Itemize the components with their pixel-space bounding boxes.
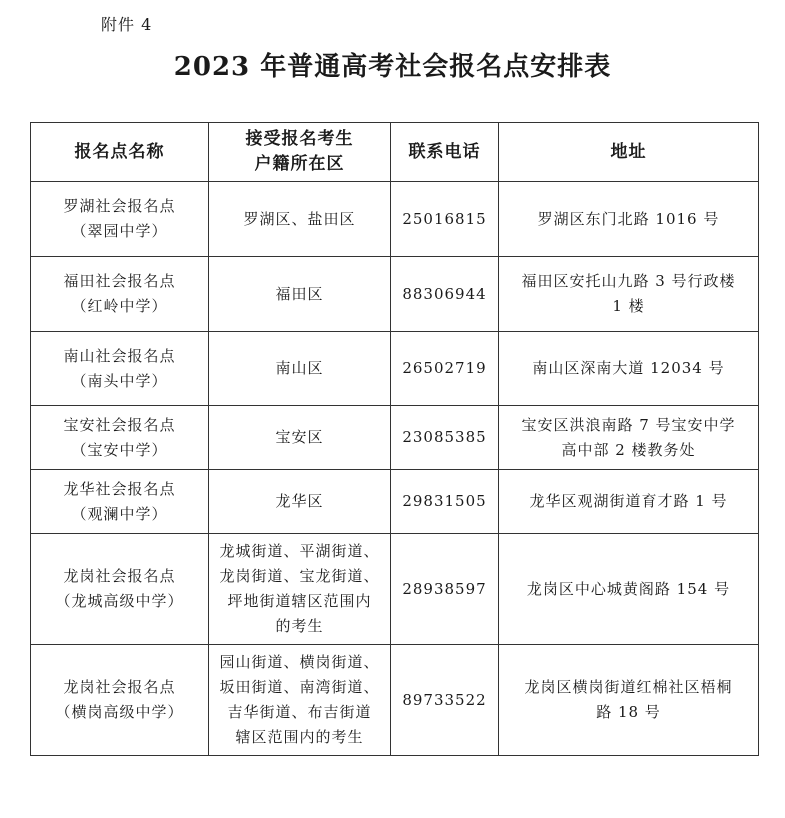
cell-line: 龙华区观湖街道育才路 1 号 (529, 492, 728, 510)
cell-line: 吉华街道、布吉街道 (227, 703, 372, 721)
table-row (31, 332, 759, 406)
header-line: 户籍所在区 (254, 154, 345, 174)
cell-line: 福田区 (275, 284, 324, 303)
cell-name (31, 182, 209, 257)
cell-line: （观澜中学） (71, 504, 168, 523)
header-line: 接受报名考生 (245, 129, 354, 149)
cell-line: 路 18 号 (596, 703, 661, 721)
cell-address (499, 257, 759, 332)
cell-line: 龙华社会报名点 (63, 479, 176, 498)
cell-phone: 29831505 (391, 470, 499, 534)
cell-name (31, 332, 209, 406)
cell-phone: 89733522 (391, 645, 499, 756)
cell-line: 罗湖区、盐田区 (243, 209, 356, 228)
cell-line: 宝安区 (275, 428, 324, 446)
cell-line: 龙岗社会报名点 (63, 567, 176, 585)
cell-line: 的考生 (275, 617, 324, 635)
cell-line: 罗湖区东门北路 1016 号 (537, 209, 720, 228)
header-line: 报名点名称 (74, 141, 165, 162)
header-cell-districts (209, 123, 391, 182)
cell-address (499, 534, 759, 645)
cell-line: 龙岗社会报名点 (63, 678, 176, 696)
cell-address (499, 332, 759, 406)
cell-line: （南头中学） (71, 371, 168, 390)
cell-line: （横岗高级中学） (55, 703, 184, 721)
cell-line: （翠园中学） (71, 222, 168, 240)
cell-line: 罗湖社会报名点 (63, 197, 176, 215)
cell-line: 龙城街道、平湖街道、 (219, 542, 380, 560)
table-row (31, 182, 759, 257)
header-cell-address (499, 123, 759, 182)
table-row (31, 470, 759, 534)
cell-name (31, 470, 209, 534)
table-row (31, 645, 759, 756)
cell-line: 坂田街道、南湾街道、 (219, 678, 380, 696)
attachment-label: 附件 4 (101, 15, 153, 34)
cell-phone: 25016815 (391, 182, 499, 257)
cell-line: 龙岗街道、宝龙街道、 (219, 567, 380, 585)
cell-line: 高中部 2 楼教务处 (561, 440, 696, 459)
cell-address (499, 645, 759, 756)
cell-phone: 23085385 (391, 406, 499, 470)
cell-districts (209, 406, 391, 470)
cell-districts (209, 470, 391, 534)
cell-line: 宝安区洪浪南路 7 号宝安中学 (521, 415, 736, 434)
cell-line: 园山街道、横岗街道、 (219, 653, 380, 671)
cell-line: 福田区安托山九路 3 号行政楼 (521, 272, 736, 290)
cell-phone: 28938597 (391, 534, 499, 645)
cell-phone: 88306944 (391, 257, 499, 332)
cell-districts (209, 332, 391, 406)
cell-name (31, 257, 209, 332)
cell-line: 辖区范围内的考生 (235, 728, 364, 746)
cell-districts (209, 645, 391, 756)
cell-line: 南山区 (275, 359, 324, 377)
cell-name (31, 645, 209, 756)
cell-line: 南山区深南大道 12034 号 (532, 359, 725, 377)
cell-line: （龙城高级中学） (55, 592, 184, 610)
table-row (31, 406, 759, 470)
cell-line: 龙岗区中心城黄阁路 154 号 (526, 579, 731, 598)
cell-line: 龙华区 (275, 492, 324, 510)
cell-address (499, 182, 759, 257)
header-line: 地址 (610, 141, 647, 162)
cell-line: （红岭中学） (71, 297, 168, 315)
cell-line: 龙岗区横岗街道红棉社区梧桐 (524, 678, 733, 696)
cell-name (31, 406, 209, 470)
header-cell-name (31, 123, 209, 182)
cell-districts (209, 182, 391, 257)
cell-address (499, 406, 759, 470)
cell-line: 坪地街道辖区范围内 (227, 592, 372, 610)
cell-districts (209, 257, 391, 332)
cell-line: 南山社会报名点 (63, 346, 176, 365)
cell-line: 宝安社会报名点 (63, 415, 176, 434)
cell-name (31, 534, 209, 645)
cell-line: （宝安中学） (71, 440, 168, 459)
cell-districts (209, 534, 391, 645)
cell-line: 1 楼 (612, 297, 645, 315)
cell-address (499, 470, 759, 534)
cell-line: 福田社会报名点 (63, 272, 176, 290)
page-title: 2023 年普通高考社会报名点安排表 (173, 52, 612, 82)
table-header-row (31, 123, 759, 182)
table-row (31, 534, 759, 645)
cell-phone: 26502719 (391, 332, 499, 406)
header-line: 联系电话 (408, 141, 481, 162)
header-cell-phone (391, 123, 499, 182)
table-row (31, 257, 759, 332)
schedule-table (30, 122, 759, 756)
